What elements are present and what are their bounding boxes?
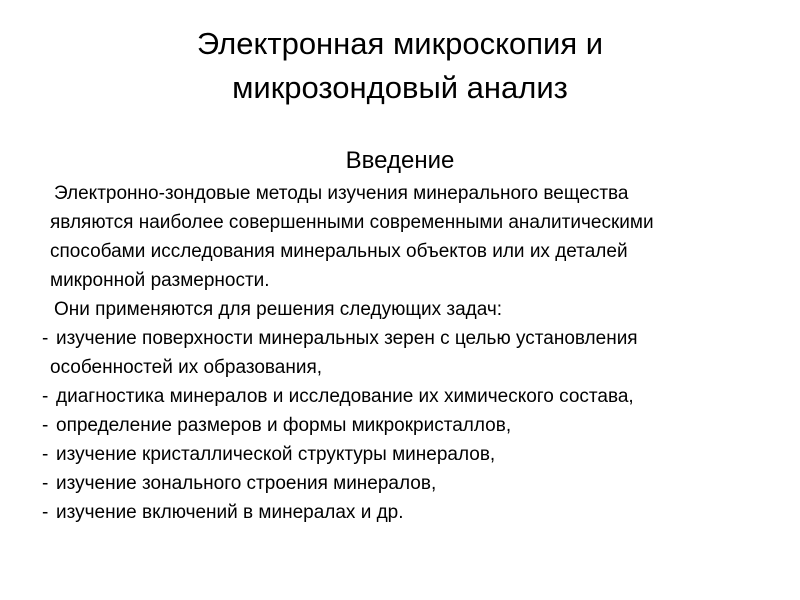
task-1-line-1: изучение поверхности минеральных зерен с целью установления — [56, 328, 638, 349]
slide-title — [0, 22, 800, 110]
bullet-marker: - — [42, 444, 49, 465]
task-5: изучение зонального строения минералов, — [56, 473, 437, 494]
task-1-line-2: особенностей их образования, — [50, 357, 323, 378]
tasks-intro: Они применяются для решения следующих задач: — [54, 299, 503, 320]
bullet-marker: - — [42, 415, 49, 436]
intro-line-4: микронной размерности. — [50, 270, 270, 291]
task-2: диагностика минералов и исследование их химического состава, — [56, 386, 634, 407]
bullet-marker: - — [42, 473, 49, 494]
bullet-marker: - — [42, 328, 49, 349]
task-6: изучение включений в минералах и др. — [56, 502, 404, 523]
intro-line-2: являются наиболее совершенными современными аналитическими — [50, 212, 654, 233]
bullet-marker: - — [42, 502, 49, 523]
task-3: определение размеров и формы микрокристаллов, — [56, 415, 512, 436]
task-4: изучение кристаллической структуры минералов, — [56, 444, 496, 465]
slide-subtitle: Введение — [345, 147, 455, 174]
slide-title-line-1: Электронная микроскопия и — [196, 26, 604, 61]
slide-title-line-2: микрозондовый анализ — [232, 70, 568, 105]
intro-line-1: Электронно-зондовые методы изучения минерального вещества — [54, 183, 629, 204]
bullet-marker: - — [42, 386, 49, 407]
intro-line-3: способами исследования минеральных объектов или их деталей — [50, 241, 628, 262]
